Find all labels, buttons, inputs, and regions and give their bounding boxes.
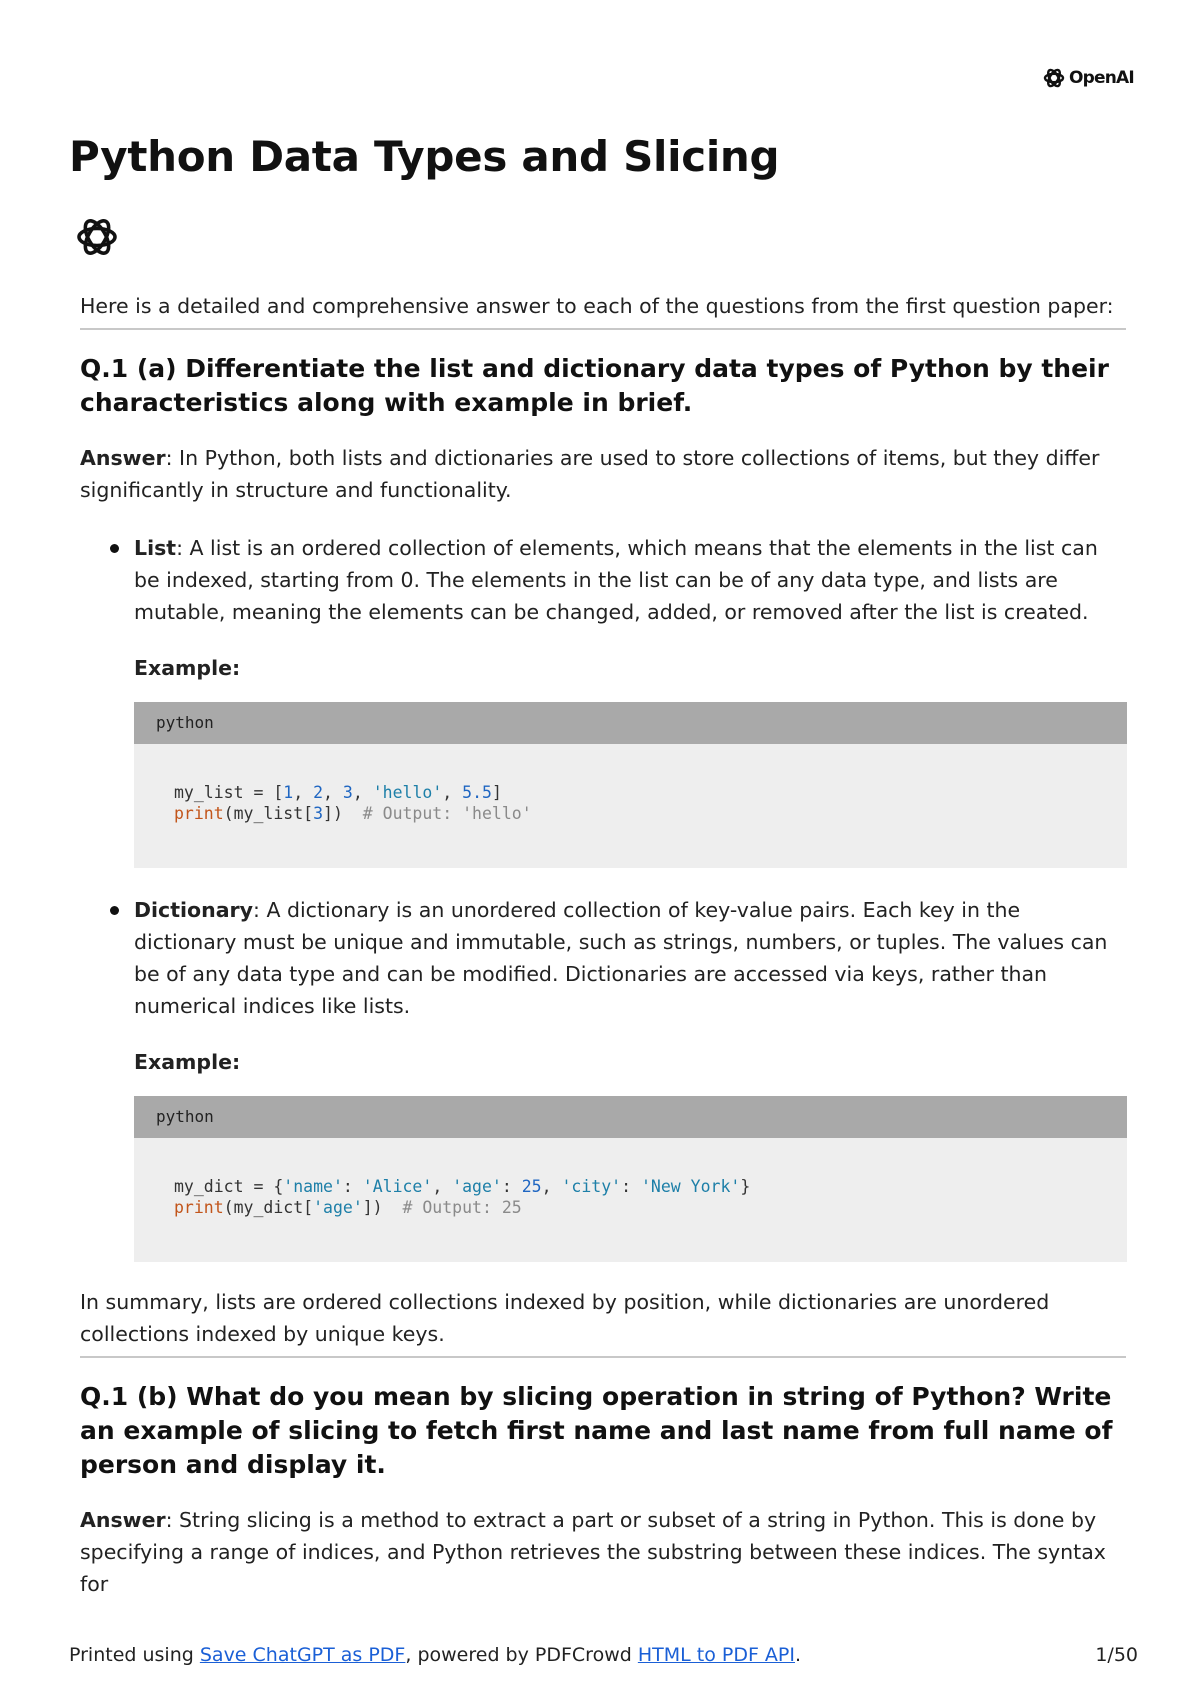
footer-middle: , powered by PDFCrowd bbox=[405, 1644, 638, 1666]
question-heading-q1b: Q.1 (b) What do you mean by slicing operation in string of Python? Write an example of slicing to fetch first name and last name from full name of person and display it. bbox=[80, 1382, 1113, 1479]
code-token: , bbox=[293, 783, 314, 802]
section-divider bbox=[80, 1356, 1126, 1358]
bullet-icon bbox=[110, 544, 119, 553]
code-content[interactable] bbox=[134, 744, 1127, 868]
code-token: 2 bbox=[313, 783, 324, 802]
list-item-description: : A list is an ordered collection of elements, which means that the elements in the list can be indexed, starting from 0. The elements in the list can be of any data type, and lists are mutable, meaning the elements can be changed, added, or removed after the list is created. bbox=[134, 536, 1098, 624]
code-token: 3 bbox=[342, 783, 353, 802]
code-token: my_dict = { bbox=[174, 1177, 284, 1196]
list-item-description: : A dictionary is an unordered collection of key-value pairs. Each key in the dictionary must be unique and immutable, such as strings, numbers, or tuples. The values can be of any data type and can be modified. Dictionaries are accessed via keys, rather than numerical indices like lists. bbox=[134, 898, 1108, 1018]
html-to-pdf-api-link[interactable]: HTML to PDF API bbox=[637, 1644, 795, 1666]
code-content[interactable] bbox=[134, 1138, 1127, 1262]
save-chatgpt-pdf-link[interactable]: Save ChatGPT as PDF bbox=[199, 1644, 406, 1666]
list-item-label: Dictionary bbox=[134, 898, 254, 922]
code-token: ] bbox=[491, 783, 502, 802]
example-label: Example: bbox=[134, 1050, 241, 1074]
code-token: 5.5 bbox=[462, 783, 492, 802]
code-token: : bbox=[342, 1177, 363, 1196]
code-token: 'New York' bbox=[640, 1177, 741, 1196]
example-label-text: Example bbox=[134, 1050, 233, 1074]
code-language-label: python bbox=[134, 702, 1127, 744]
section-divider bbox=[80, 328, 1126, 330]
code-token: : bbox=[501, 1177, 522, 1196]
answer-paragraph-q1a bbox=[80, 442, 1126, 506]
page-number: 1/50 bbox=[1095, 1644, 1138, 1666]
code-token: 'age' bbox=[452, 1177, 502, 1196]
code-token: 'hello' bbox=[372, 783, 443, 802]
code-line bbox=[174, 1177, 750, 1196]
code-token: , bbox=[432, 1177, 453, 1196]
code-token: 25 bbox=[521, 1177, 542, 1196]
footer-suffix: . bbox=[794, 1644, 802, 1666]
example-label-text: Example bbox=[134, 656, 233, 680]
code-token: : bbox=[621, 1177, 641, 1196]
answer-label: Answer bbox=[80, 446, 166, 470]
code-token: print bbox=[174, 804, 224, 823]
code-block-list bbox=[134, 702, 1127, 868]
code-token: # Output: 'hello' bbox=[362, 804, 532, 823]
example-label: Example: bbox=[134, 656, 241, 680]
code-token: (my_dict[ bbox=[223, 1198, 314, 1217]
page-title: Python Data Types and Slicing bbox=[69, 132, 780, 181]
intro-paragraph: Here is a detailed and comprehensive answer to each of the questions from the first question paper: bbox=[80, 294, 1114, 318]
code-token: 1 bbox=[283, 783, 294, 802]
summary-paragraph: In summary, lists are ordered collections indexed by position, while dictionaries are unordered collections indexed by unique keys. bbox=[80, 1290, 1050, 1346]
code-block-dictionary bbox=[134, 1096, 1127, 1262]
list-item-label: List bbox=[134, 536, 177, 560]
footer-prefix: Printed using bbox=[69, 1644, 200, 1666]
code-token: (my_list[ bbox=[223, 804, 314, 823]
answer-text: : In Python, both lists and dictionaries are used to store collections of items, but they differ significantly in structure and functionality. bbox=[80, 446, 1100, 502]
bullet-icon bbox=[110, 906, 119, 915]
code-token: , bbox=[442, 783, 463, 802]
list-item-text bbox=[134, 532, 1126, 628]
code-token: 'name' bbox=[283, 1177, 343, 1196]
chat-response bbox=[80, 290, 1126, 1600]
answer-text: : String slicing is a method to extract a part or subset of a string in Python. This is done by specifying a range of indices, and Python retrieves the substring between these indices. The syntax for bbox=[80, 1508, 1106, 1596]
footer-credit bbox=[69, 1644, 801, 1666]
list-item-text bbox=[134, 894, 1126, 1022]
openai-wordmark: OpenAI bbox=[1069, 68, 1134, 88]
code-token: ]) bbox=[323, 804, 363, 823]
question-heading-q1a: Q.1 (a) Differentiate the list and dictionary data types of Python by their characteristics along with example in brief. bbox=[80, 354, 1109, 417]
code-language-label: python bbox=[134, 1096, 1127, 1138]
code-token: ]) bbox=[362, 1198, 403, 1217]
openai-icon bbox=[74, 214, 120, 260]
code-token: , bbox=[323, 783, 343, 802]
code-token: 'city' bbox=[561, 1177, 622, 1196]
list-item-list bbox=[80, 532, 1126, 868]
answer-label: Answer bbox=[80, 1508, 166, 1532]
code-token: , bbox=[352, 783, 373, 802]
code-line bbox=[174, 1198, 522, 1217]
list-item-dictionary bbox=[80, 894, 1126, 1262]
openai-brand-logo bbox=[1042, 66, 1134, 90]
code-token: 3 bbox=[313, 804, 324, 823]
code-token: # Output: 25 bbox=[402, 1198, 522, 1217]
answer-paragraph-q1b bbox=[80, 1504, 1126, 1600]
openai-icon bbox=[1042, 66, 1066, 90]
code-token: print bbox=[174, 1198, 224, 1217]
code-token: 'age' bbox=[313, 1198, 363, 1217]
code-token: } bbox=[740, 1177, 751, 1196]
code-line bbox=[174, 804, 532, 823]
code-token: 'Alice' bbox=[362, 1177, 433, 1196]
code-token: my_list = [ bbox=[174, 783, 284, 802]
chatgpt-avatar bbox=[74, 214, 120, 264]
code-token: , bbox=[541, 1177, 562, 1196]
print-footer bbox=[69, 1644, 1138, 1666]
bullet-list bbox=[80, 532, 1126, 1262]
code-line bbox=[174, 783, 502, 802]
